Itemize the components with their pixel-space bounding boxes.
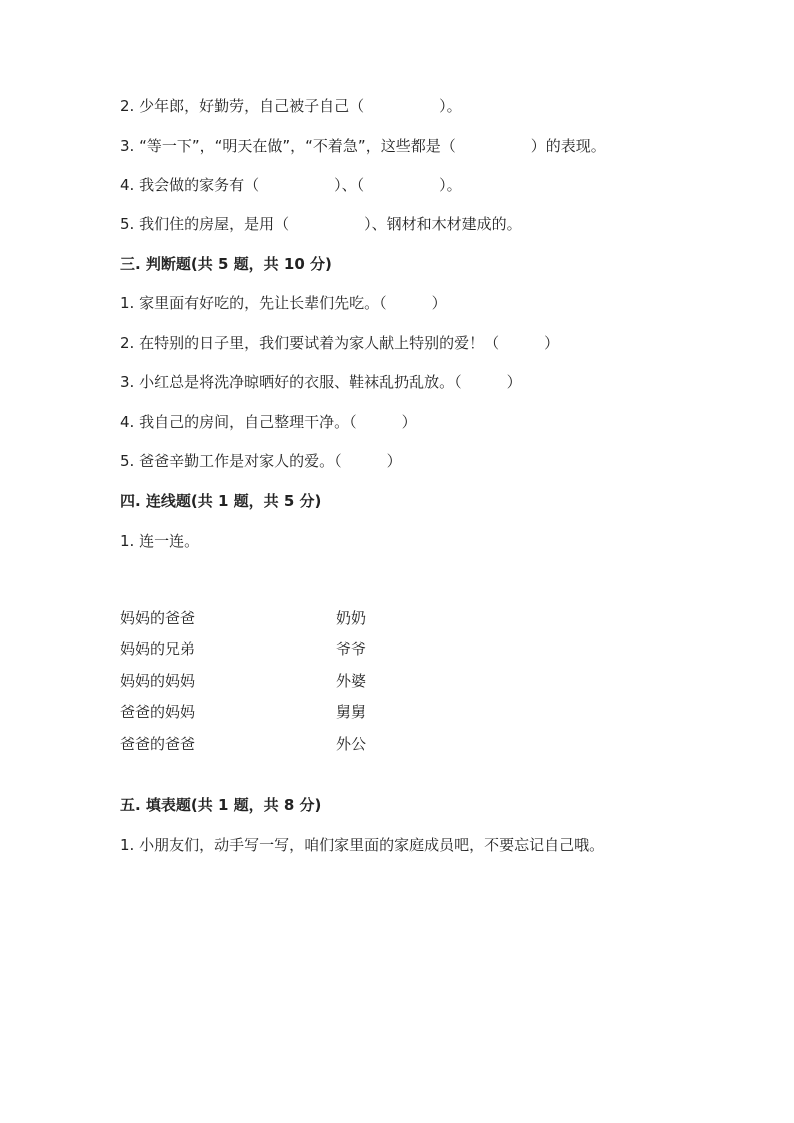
match-left-item: 爸爸的爸爸	[120, 735, 196, 753]
judge-item-1: 1. 家里面有好吃的，先让长辈们先吃。（ ）	[120, 294, 447, 312]
match-right-item: 外婆	[336, 672, 367, 690]
match-right-item: 舅舅	[336, 703, 367, 721]
match-left-item: 妈妈的兄弟	[120, 640, 196, 658]
judge-item-4: 4. 我自己的房间，自己整理干净。（ ）	[120, 413, 417, 431]
judge-item-5: 5. 爸爸辛勤工作是对家人的爱。（ ）	[120, 452, 402, 470]
section-judge-title: 三. 判断题(共 5 题，共 10 分)	[120, 255, 332, 273]
match-right-item: 爷爷	[336, 640, 367, 658]
match-right-item: 奶奶	[336, 609, 367, 627]
table-question: 1. 小朋友们，动手写一写，咱们家里面的家庭成员吧，不要忘记自己哦。	[120, 836, 605, 854]
match-left-item: 妈妈的爸爸	[120, 609, 196, 627]
judge-item-3: 3. 小红总是将洗净晾晒好的衣服、鞋袜乱扔乱放。（ ）	[120, 373, 522, 391]
match-right-item: 外公	[336, 735, 367, 753]
match-question: 1. 连一连。	[120, 532, 200, 550]
fill-blank-item-2: 2. 少年郎，好勤劳，自己被子自己（ ）。	[120, 97, 462, 115]
fill-blank-item-3: 3. “等一下”，“明天在做”，“不着急”，这些都是（ ）的表现。	[120, 137, 606, 155]
section-match-title: 四. 连线题(共 1 题，共 5 分)	[120, 492, 322, 510]
match-left-item: 爸爸的妈妈	[120, 703, 196, 721]
match-left-item: 妈妈的妈妈	[120, 672, 196, 690]
section-table-title: 五. 填表题(共 1 题，共 8 分)	[120, 796, 322, 814]
judge-item-2: 2. 在特别的日子里，我们要试着为家人献上特别的爱！（ ）	[120, 334, 560, 352]
fill-blank-item-5: 5. 我们住的房屋，是用（ ）、钢材和木材建成的。	[120, 215, 522, 233]
fill-blank-item-4: 4. 我会做的家务有（ ）、（ ）。	[120, 176, 462, 194]
